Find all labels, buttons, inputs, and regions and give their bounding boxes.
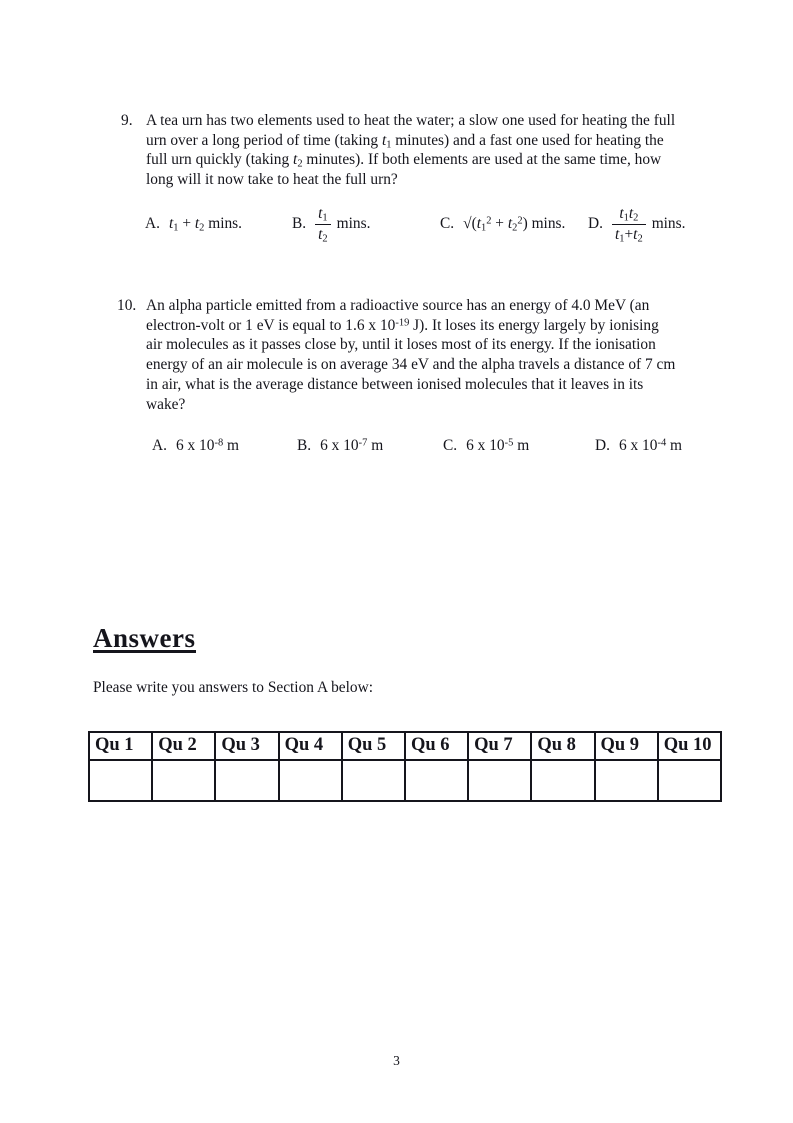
question-10-number: 10.: [117, 297, 137, 314]
answer-cell-qu10: [658, 760, 721, 801]
option-label: D.: [588, 215, 603, 233]
answer-cell-qu2: [152, 760, 215, 801]
question-10-text: An alpha particle emitted from a radioactive source has an energy of 4.0 MeV (an electron-volt or 1 eV is equal to 1.6 x $10^{-19}$ J). It loses its energy largely by ionising air molecules as it passes close by, until it loses most of its energy. If the ionisation energy of an air molecule is on average 34 eV and the alpha travels a distance of 7 cm in air, what is the average distance between ionised molecules that it leaves in its wake?: [146, 297, 676, 413]
question-10-option-b: [297, 433, 383, 459]
answers-heading: Answers: [93, 623, 196, 653]
answer-cell-qu4: [279, 760, 342, 801]
fraction-denominator: $t_2$: [318, 225, 328, 245]
fraction: [612, 205, 646, 243]
fraction-numerator: $t_1$: [315, 205, 331, 225]
question-9: [121, 111, 727, 190]
question-9-option-d: [588, 200, 685, 248]
fraction-denominator: $t_1+t_2$: [614, 225, 643, 245]
question-10-option-c: [443, 433, 529, 459]
table-header-qu5: Qu 5: [342, 732, 405, 760]
table-header-qu1: Qu 1: [89, 732, 152, 760]
table-header-qu7: Qu 7: [468, 732, 531, 760]
table-header-qu6: Qu 6: [405, 732, 468, 760]
option-label: B.: [292, 215, 307, 233]
question-9-option-a: [145, 200, 242, 248]
question-10-option-a: [152, 433, 239, 459]
answer-cell-qu6: [405, 760, 468, 801]
option-label: C.: [440, 215, 455, 233]
option-value: 6 x $10^{-5}$ m: [466, 437, 530, 455]
option-label: A.: [152, 437, 167, 455]
option-suffix: mins.: [336, 215, 371, 233]
answers-table-answer-row: [89, 760, 721, 801]
fraction: [315, 205, 331, 243]
question-9-options: [121, 200, 771, 248]
table-header-qu2: Qu 2: [152, 732, 215, 760]
question-9-text: A tea urn has two elements used to heat the water; a slow one used for heating the full urn over a long period of time (taking $t_1$ minutes) and a fast one used for heating the full urn quickly (taking $t_2$ minutes). If both elements are used at the same time, how long will it now take to heat the full urn?: [146, 112, 676, 189]
answer-cell-qu1: [89, 760, 152, 801]
option-label: C.: [443, 437, 458, 455]
question-9-option-b: [292, 200, 370, 248]
table-header-qu3: Qu 3: [215, 732, 278, 760]
answer-cell-qu7: [468, 760, 531, 801]
answer-cell-qu8: [531, 760, 594, 801]
table-header-qu4: Qu 4: [279, 732, 342, 760]
answer-cell-qu5: [342, 760, 405, 801]
question-10-option-d: [595, 433, 682, 459]
answers-table-header-row: [89, 732, 721, 760]
answer-cell-qu9: [595, 760, 658, 801]
question-9-number: 9.: [121, 112, 133, 129]
answer-cell-qu3: [215, 760, 278, 801]
option-value: $√(t_1^2 + t_2^2)$ mins.: [463, 215, 566, 234]
table-header-qu9: Qu 9: [595, 732, 658, 760]
option-value: $t_1 + t_2$ mins.: [168, 215, 243, 234]
option-label: A.: [145, 215, 160, 233]
option-value: 6 x $10^{-7}$ m: [320, 437, 384, 455]
table-header-qu10: Qu 10: [658, 732, 721, 760]
fraction-numerator: $t_1t_2$: [612, 205, 646, 225]
option-suffix: mins.: [651, 215, 686, 233]
question-9-option-c: [440, 200, 565, 248]
option-label: D.: [595, 437, 610, 455]
question-10: [117, 296, 723, 414]
question-10-options: [121, 433, 771, 459]
option-value: 6 x $10^{-8}$ m: [175, 437, 240, 455]
answers-instruction: Please write you answers to Section A below:: [93, 679, 373, 696]
option-label: B.: [297, 437, 312, 455]
option-value: 6 x $10^{-4}$ m: [618, 437, 683, 455]
page-number: 3: [393, 1053, 400, 1068]
table-header-qu8: Qu 8: [531, 732, 594, 760]
answers-table: [88, 731, 722, 802]
